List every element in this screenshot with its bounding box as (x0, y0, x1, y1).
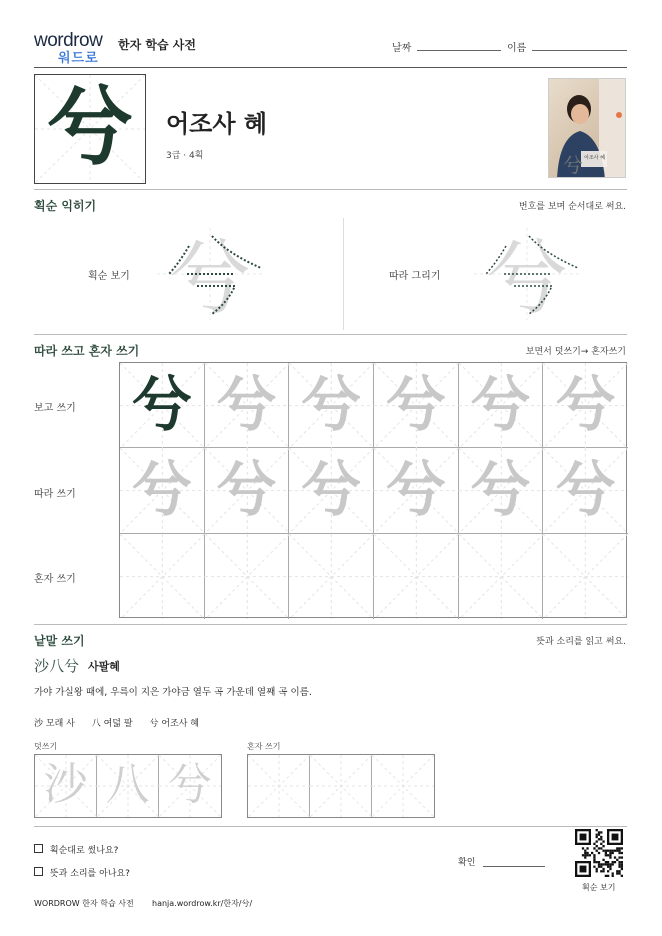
check-label: 획순대로 썼나요? (49, 846, 119, 856)
date-field[interactable] (417, 50, 501, 51)
checklist-item[interactable] (34, 866, 130, 879)
gloss-hanja: 沙 (34, 719, 44, 729)
writing-grid[interactable] (119, 362, 627, 618)
writing-section-note: 보면서 덧쓰기→ 혼자쓰기 (525, 347, 626, 357)
writing-cell[interactable] (120, 448, 205, 533)
writing-cell[interactable] (205, 448, 290, 533)
word-cell[interactable] (159, 755, 221, 817)
main-character: 兮 (47, 76, 133, 177)
stroke-order-diagram (157, 228, 263, 320)
writing-cell[interactable] (374, 534, 459, 619)
word-hanja: 沙八兮 (34, 657, 80, 675)
trace-character: 兮 (385, 370, 446, 440)
guide-lines (374, 534, 459, 619)
word-section-title: 낱말 쓰기 (34, 634, 85, 648)
word-section-note: 뜻과 소리를 읽고 써요. (536, 637, 626, 647)
writing-cell[interactable] (205, 363, 290, 448)
character-meta: 3급 · 4획 (166, 151, 204, 161)
stroke-order-glyph (157, 228, 263, 320)
stroke-divider (343, 218, 344, 330)
guide-lines (543, 534, 628, 619)
checkbox[interactable] (34, 867, 43, 876)
word-cell[interactable] (35, 755, 97, 817)
stroke-trace-glyph (474, 228, 580, 320)
trace-character: 兮 (385, 455, 446, 526)
svg-text:兮: 兮 (168, 231, 252, 320)
row-label-solo: 혼자 쓰기 (34, 574, 76, 585)
app-title: 한자 학습 사전 (118, 38, 196, 52)
illustration-photo (548, 78, 626, 178)
guide-lines (205, 534, 290, 619)
checkbox[interactable] (34, 844, 43, 853)
checklist-item[interactable] (34, 843, 118, 856)
word-cell[interactable] (97, 755, 159, 817)
divider (34, 826, 627, 827)
trace-character: 沙 (43, 759, 88, 810)
word-definition: 가야 가실왕 때에, 우륵이 지은 가야금 열두 곡 가운데 열째 곡 이름. (34, 687, 312, 698)
writing-cell[interactable] (374, 448, 459, 533)
header-divider (34, 67, 627, 68)
writing-cell[interactable] (289, 363, 374, 448)
guide-lines (248, 755, 310, 817)
date-label: 날짜 (392, 43, 412, 54)
gloss-hanja: 八 (91, 719, 101, 729)
writing-section-title: 따라 쓰고 혼자 쓰기 (34, 344, 140, 358)
writing-cell[interactable] (543, 363, 628, 448)
trace-label: 덧쓰기 (34, 742, 58, 751)
writing-cell[interactable] (459, 363, 544, 448)
stroke-trace-label: 따라 그리기 (389, 271, 441, 282)
trace-character: 兮 (555, 370, 616, 440)
trace-character: 兮 (470, 455, 531, 526)
photo-character: 兮 (563, 153, 583, 177)
word-reading: 사팔혜 (88, 660, 120, 673)
wordrow-logo: wordrow (34, 30, 103, 51)
trace-character: 兮 (216, 455, 277, 526)
writing-cell[interactable] (459, 534, 544, 619)
gloss-text: 어조사 혜 (161, 719, 199, 729)
trace-character: 兮 (301, 370, 362, 440)
trace-character: 兮 (301, 455, 362, 526)
divider (34, 334, 627, 335)
footer-brand: WORDROW 한자 학습 사전 (34, 899, 134, 908)
trace-character: 兮 (131, 455, 192, 526)
divider (34, 189, 627, 190)
word-trace-boxes[interactable] (34, 754, 222, 818)
svg-text:兮: 兮 (485, 231, 569, 320)
stroke-section-note: 번호를 보며 순서대로 써요. (518, 202, 626, 212)
guide-lines (372, 755, 434, 817)
writing-cell[interactable] (543, 534, 628, 619)
writing-cell[interactable] (120, 534, 205, 619)
qr-code[interactable] (575, 829, 623, 877)
stroke-view-label: 획순 보기 (88, 271, 130, 282)
word-cell[interactable] (372, 755, 434, 817)
main-character-box (34, 74, 146, 184)
row-label-look: 보고 쓰기 (34, 403, 76, 414)
gloss-hanja: 兮 (149, 719, 159, 729)
footer-url: hanja.wordrow.kr/한자/兮/ (152, 899, 253, 908)
trace-character: 兮 (168, 759, 212, 810)
writing-cell[interactable] (205, 534, 290, 619)
name-label: 이름 (507, 43, 527, 54)
word-cell[interactable] (310, 755, 372, 817)
confirm-label: 확인 (458, 858, 476, 868)
divider (34, 624, 627, 625)
writing-cell[interactable] (543, 448, 628, 533)
writing-cell[interactable] (120, 363, 205, 448)
stroke-section-title: 획순 익히기 (34, 199, 97, 213)
model-character: 兮 (131, 370, 192, 440)
trace-character: 八 (105, 759, 150, 810)
confirm-field[interactable] (483, 866, 545, 867)
photo-caption: 어조사 혜 (584, 155, 605, 161)
illustration-image (549, 79, 626, 178)
trace-character: 兮 (555, 455, 616, 526)
writing-cell[interactable] (289, 448, 374, 533)
word-solo-boxes[interactable] (247, 754, 435, 818)
guide-lines (120, 534, 205, 619)
writing-cell[interactable] (459, 448, 544, 533)
solo-label: 혼자 쓰기 (247, 742, 281, 751)
guide-lines (310, 755, 372, 817)
trace-character: 兮 (470, 370, 531, 440)
qr-code-icon (575, 829, 623, 877)
stroke-trace-diagram[interactable] (474, 228, 580, 320)
qr-label: 획순 보기 (582, 883, 616, 892)
guide-lines (459, 534, 544, 619)
gloss-list (34, 716, 199, 729)
wordrow-logo-korean: 워드로 (58, 51, 99, 66)
gloss-text: 여덟 팔 (103, 719, 133, 729)
row-label-trace: 따라 쓰기 (34, 489, 76, 500)
check-label: 뜻과 소리를 아나요? (49, 869, 130, 879)
trace-character: 兮 (216, 370, 277, 440)
name-field[interactable] (532, 50, 627, 51)
writing-cell[interactable] (289, 534, 374, 619)
guide-lines (289, 534, 374, 619)
gloss-text: 모래 사 (45, 719, 75, 729)
writing-cell[interactable] (374, 363, 459, 448)
character-title: 어조사 혜 (166, 110, 268, 138)
word-cell[interactable] (248, 755, 310, 817)
